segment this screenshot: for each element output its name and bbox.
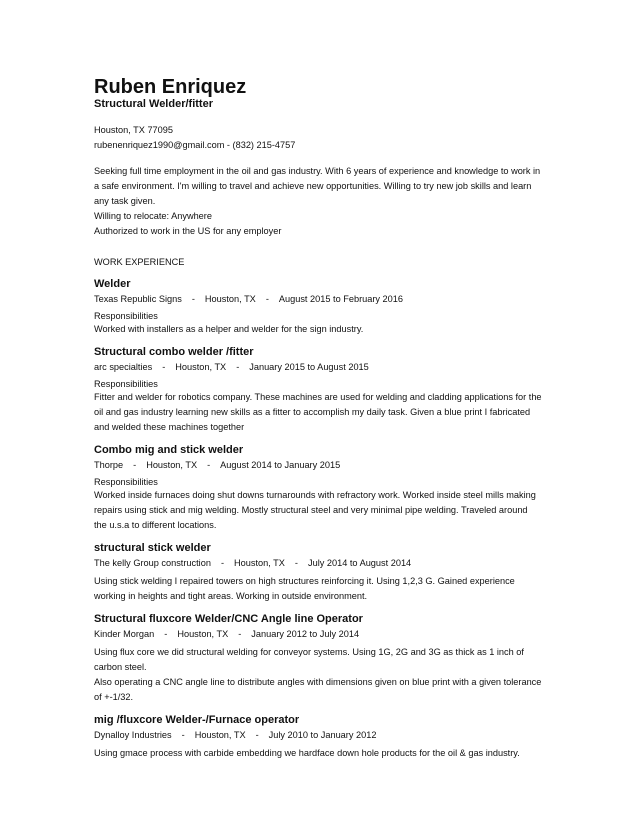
meta-separator: - — [181, 730, 185, 740]
meta-separator: - — [207, 460, 211, 470]
job-entry — [94, 542, 554, 604]
job-location: Houston, TX — [177, 629, 229, 639]
meta-separator: - — [265, 294, 269, 304]
contact-block — [94, 123, 554, 153]
job-dates: January 2012 to July 2014 — [251, 629, 360, 639]
job-description-line: Using flux core we did structural welding for conveyor systems. Using 1G, 2G and 3G as thick as 1 inch of — [94, 647, 524, 657]
job-description-line: Worked with installers as a helper and welder for the sign industry. — [94, 324, 364, 334]
work-experience-heading: WORK EXPERIENCE — [94, 257, 185, 267]
job-description-line: Using stick welding I repaired towers on high structures reinforcing it. Using 1,2,3 G. Gained experience — [94, 576, 515, 586]
meta-separator: - — [162, 362, 166, 372]
job-title: Welder — [94, 278, 131, 290]
meta-separator: - — [255, 730, 259, 740]
job-title: mig /fluxcore Welder-/Furnace operator — [94, 714, 300, 726]
job-dates: July 2010 to January 2012 — [268, 730, 377, 740]
job-title: Structural fluxcore Welder/CNC Angle line Operator — [94, 613, 363, 625]
job-meta — [94, 557, 554, 569]
responsibilities-label: Responsibilities — [94, 477, 158, 487]
responsibilities-label: Responsibilities — [94, 379, 158, 389]
meta-separator: - — [238, 629, 242, 639]
meta-separator: - — [133, 460, 137, 470]
job-location: Houston, TX — [194, 730, 246, 740]
job-title: structural stick welder — [94, 542, 211, 554]
candidate-headline: Structural Welder/fitter — [94, 98, 213, 110]
job-location: Houston, TX — [234, 558, 285, 568]
job-company: Kinder Morgan — [94, 629, 155, 639]
responsibilities-label: Responsibilities — [94, 311, 158, 321]
job-title: Structural combo welder /fitter — [94, 346, 254, 358]
job-description-line: Using gmace process with carbide embedding we hardface down hole products for the oil & gas industry. — [94, 748, 520, 758]
job-location: Houston, TX — [175, 362, 227, 372]
contact-email-phone: rubenenriquez1990@gmail.com - (832) 215-4757 — [94, 140, 296, 150]
candidate-name: Ruben Enriquez — [94, 76, 247, 98]
job-list — [94, 278, 554, 761]
meta-separator: - — [191, 294, 195, 304]
meta-separator: - — [220, 558, 225, 568]
summary-line: Willing to relocate: Anywhere — [94, 211, 212, 221]
job-description-line: repairs using stick and mig welding. Mostly structural steel and very minimal pipe welding. Traveled around — [94, 505, 528, 515]
job-dates: August 2014 to January 2015 — [220, 460, 341, 470]
summary-line: Seeking full time employment in the oil and gas industry. With 6 years of experience and knowledge to work in — [94, 166, 541, 176]
job-meta — [94, 628, 554, 640]
job-company: Texas Republic Signs — [94, 294, 182, 304]
job-title: Combo mig and stick welder — [94, 444, 244, 456]
job-description-line: of +-1/32. — [94, 692, 134, 702]
job-description-line: Worked inside furnaces doing shut downs turnarounds with refractory work. Worked inside steel mills making — [94, 490, 536, 500]
job-entry — [94, 714, 554, 761]
meta-separator: - — [236, 362, 240, 372]
job-dates: January 2015 to August 2015 — [249, 362, 369, 372]
job-meta — [94, 729, 554, 741]
job-meta — [94, 361, 554, 373]
summary-line: a safe environment. I'm willing to travel and achieve new opportunities. Willing to try new job skills and learn — [94, 181, 532, 191]
job-location: Houston, TX — [204, 294, 256, 304]
job-description-line: working in heights and tight areas. Working in outside environment. — [94, 591, 368, 601]
job-meta — [94, 293, 554, 305]
job-dates: July 2014 to August 2014 — [307, 558, 412, 568]
job-entry — [94, 278, 554, 337]
job-description-line: carbon steel. — [94, 662, 147, 672]
job-description-line: the u.s.a to different locations. — [94, 520, 217, 530]
contact-location: Houston, TX 77095 — [94, 125, 173, 135]
resume-page — [94, 76, 554, 770]
meta-separator: - — [294, 558, 298, 568]
job-description-line: oil and gas industry learning new skills as a fitter to accomplish my daily task. Given a blue print I fabricated — [94, 407, 531, 417]
summary — [94, 164, 554, 239]
job-company: arc specialties — [94, 362, 153, 372]
job-location: Houston, TX — [146, 460, 198, 470]
job-meta — [94, 459, 554, 471]
job-entry — [94, 613, 554, 705]
summary-line: Authorized to work in the US for any employer — [94, 226, 282, 236]
job-dates: August 2015 to February 2016 — [278, 294, 403, 304]
meta-separator: - — [164, 629, 168, 639]
job-description-line: Also operating a CNC angle line to distribute angles with dimensions given on blue print with a given tolerance — [94, 677, 542, 687]
job-company: The kelly Group construction — [94, 558, 211, 568]
job-description-line: Fitter and welder for robotics company. These machines are used for welding and cladding applications for the — [94, 392, 542, 402]
summary-line: any task given. — [94, 196, 156, 206]
job-company: Dynalloy Industries — [94, 730, 172, 740]
job-description-line: and welded these machines together — [94, 422, 245, 432]
job-company: Thorpe — [94, 460, 124, 470]
job-entry — [94, 346, 554, 435]
job-entry — [94, 444, 554, 533]
